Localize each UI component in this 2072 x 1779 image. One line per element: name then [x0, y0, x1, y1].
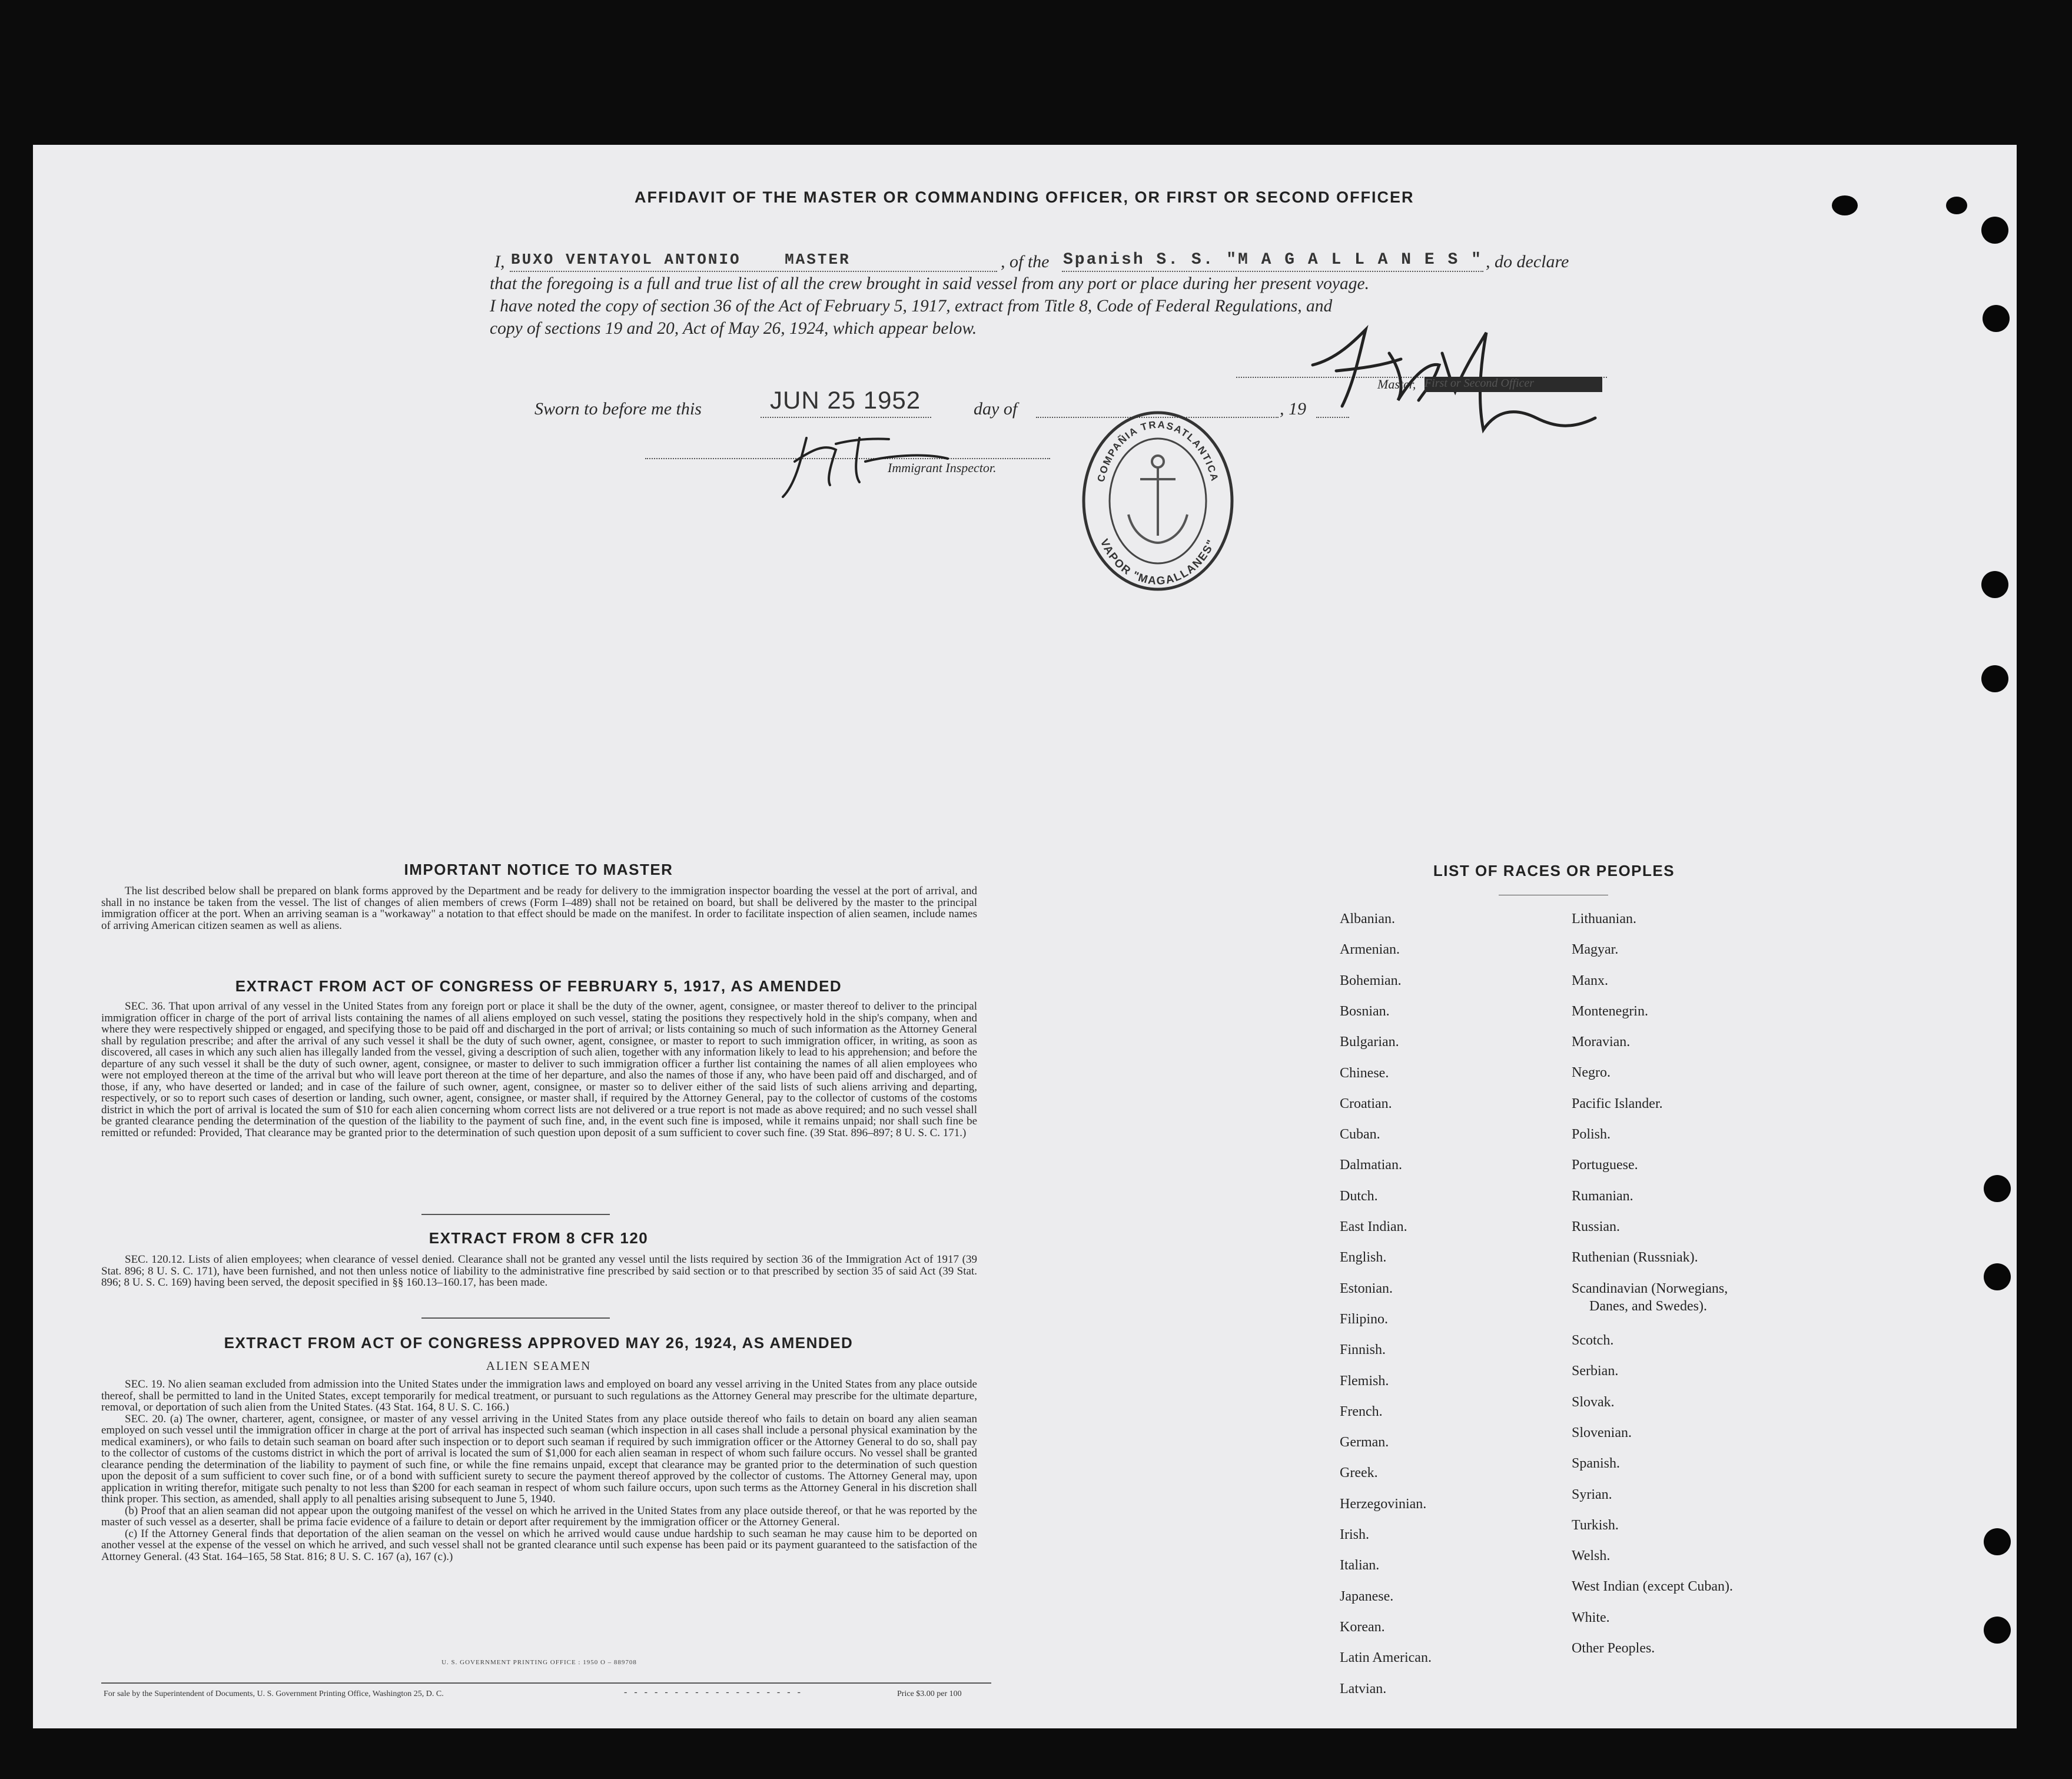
sec-19-text: SEC. 19. No alien seaman excluded from admission into the United States under the immigration laws and employed on board any vessel arriving in the United States from any place outside thereof, shall be permitted to land in the United States, except temporarily for medical treatment, or pursuant to such regulations as the Attorney General may prescribe for the ultimate departure, removal, or deportation of such alien from the United States. (43 Stat. 164, 8 U. S. C. 166.) — [101, 1378, 977, 1413]
day-of-label: day of — [974, 399, 1018, 419]
notice-title: IMPORTANT NOTICE TO MASTER — [404, 861, 673, 878]
race-item: Italian. — [1340, 1558, 1380, 1573]
declarant-line — [510, 271, 997, 272]
seal-top-text: COMPAÑIA TRASATLANTICA — [1095, 419, 1221, 483]
race-item: Syrian. — [1572, 1487, 1612, 1502]
cfr-title: EXTRACT FROM 8 CFR 120 — [429, 1229, 649, 1247]
race-item: East Indian. — [1340, 1219, 1407, 1234]
of-the-label: , of the — [1001, 252, 1050, 271]
footer-price: Price $3.00 per 100 — [897, 1690, 962, 1698]
race-item: Bohemian. — [1340, 973, 1402, 988]
race-item: Armenian. — [1340, 942, 1400, 957]
race-item: Montenegrin. — [1572, 1004, 1648, 1019]
binder-hole — [1981, 217, 2008, 244]
race-item: Slovenian. — [1572, 1425, 1632, 1441]
notice-body: The list described below shall be prepared on blank forms approved by the Department and be ready for delivery to the immigration inspector boarding the vessel at the port of arrival, and shall in no instance be taken from the vessel. The list of changes of alien members of crews (Form I–489) shall not be retained on board, but shall be delivered by the master to the principal immigration officer at the port. When an arriving seaman is a "workaway" a notation to that effect should be made on the manifest. In order to facilitate inspection of alien seamen, include names of arriving American citizen seamen as well as aliens. — [101, 885, 977, 932]
race-item: Magyar. — [1572, 942, 1619, 957]
race-item: Dutch. — [1340, 1189, 1378, 1204]
race-item: Flemish. — [1340, 1373, 1389, 1389]
race-item: French. — [1340, 1404, 1383, 1419]
sec-20b-text: (b) Proof that an alien seaman did not appear upon the outgoing manifest of the vessel on which he arrived in the United States from any place outside thereof, or that he was reported by the master of such vessel as a deserter, shall be prima facie evidence of a failure to detain or deport after requirement by the immigration officer or the Attorney General. — [101, 1504, 977, 1528]
extract-1917-body: SEC. 36. That upon arrival of any vessel in the United States from any foreign port or place it shall be the duty of the owner, agent, consignee, or master thereof to deliver to the principal immigration officer in charge of the port of arrival lists containing the names of all aliens employed on such vessel, stating the positions they respectively hold in the ship's company, when and where they were respectively shipped or engaged, and specifying those to be paid off and discharged in the port of arrival; or lists containing so much of such information as the Attorney General shall by regulation prescribe; and after the arrival of any such vessel it shall be the duty of such owner, agent, consignee, or master to report to such immigration officer, in writing, as soon as discovered, all cases in which any such alien has illegally landed from the vessel, giving a description of such alien, together with any information likely to lead to his apprehension; and before the departure of any such vessel it shall be the duty of such owner, agent, consignee, or master to deliver to such immigration officer a further list containing the names of all alien employees who were not employed thereon at the time of the arrival but who will leave port thereon at the time of her departure, and also the names of those if any, who have been paid off and discharged, and of those, if any, who have deserted or landed; and in case of the failure of such owner, agent, consignee, or master so to deliver either of the said lists of such aliens arriving and departing, respectively, or so to report such cases of desertion or landing, such owner, agent, consignee, or master shall, if required by the Attorney General, pay to the collector of customs of the costoms district in which the port of arrival is located the sum of $10 for each alien concerning whom correct lists are not delivered or a true report is not made as above required; and no such vessel shall be granted clearance pending the determination of the question of the liability to the payment of such fine, and, in the event such fine is imposed, while it remains unpaid; nor shall such fine be remitted or refunded: Provided, That clearance may be granted prior to the determination of such question upon deposit of a sum sufficient to cover such fine. (39 Stat. 896–897; 8 U. S. C. 171.) — [101, 1000, 977, 1139]
binder-hole — [1984, 1528, 2011, 1555]
race-item: Croatian. — [1340, 1096, 1392, 1111]
race-item: Danes, and Swedes). — [1589, 1299, 1707, 1314]
race-item: Scandinavian (Norwegians, — [1572, 1281, 1728, 1296]
race-item: Korean. — [1340, 1619, 1385, 1635]
affidavit-line-4: copy of sections 19 and 20, Act of May 26, 1924, which appear below. — [490, 319, 977, 338]
race-item: Scotch. — [1572, 1333, 1614, 1348]
affidavit-line-3: I have noted the copy of section 36 of the Act of February 5, 1917, extract from Title 8, Code of Federal Regulations, and — [490, 297, 1333, 316]
race-item: Lithuanian. — [1572, 911, 1636, 927]
race-item: Latvian. — [1340, 1681, 1387, 1697]
binder-hole — [1984, 1263, 2011, 1290]
binder-hole — [1984, 1175, 2011, 1202]
binder-hole — [1984, 1617, 2011, 1644]
race-item: Albanian. — [1340, 911, 1395, 927]
company-seal — [1078, 407, 1237, 595]
extract-1924-body — [101, 1379, 977, 1562]
race-item: Spanish. — [1572, 1456, 1621, 1471]
race-item: Filipino. — [1340, 1312, 1389, 1327]
race-item: English. — [1340, 1250, 1387, 1265]
race-item: Chinese. — [1340, 1066, 1389, 1081]
races-title: LIST OF RACES OR PEOPLES — [1433, 862, 1675, 879]
race-item: Rumanian. — [1572, 1189, 1633, 1204]
master-struck-text — [1424, 377, 1602, 392]
race-item: Bulgarian. — [1340, 1034, 1399, 1050]
race-item: Portuguese. — [1572, 1157, 1638, 1173]
declarant-prefix: I, — [494, 252, 505, 271]
cfr-body: SEC. 120.12. Lists of alien employees; when clearance of vessel denied. Clearance shall not be granted any vessel until the lists required by section 36 of the Immigration Act of 1917 (39 Stat. 896; 8 U. S. C. 171), have been furnished, and not then unless notice of liability to the administrative fine prescribed by said section or to that prescribed by section 35 of said Act (39 Stat. 896; 8 U. S. C. 169) having been served, the deposit specified in §§ 160.13–160.17, has been made. — [101, 1253, 977, 1289]
affidavit-line-2: that the foregoing is a full and true list of all the crew brought in said vessel from any port or place during her present voyage. — [490, 274, 1369, 293]
race-item: Serbian. — [1572, 1363, 1619, 1379]
binder-hole — [1946, 197, 1967, 214]
race-item: Pacific Islander. — [1572, 1096, 1663, 1111]
race-item: Latin American. — [1340, 1650, 1432, 1665]
sworn-date-line — [761, 417, 931, 418]
race-item: Japanese. — [1340, 1589, 1394, 1604]
race-item: Welsh. — [1572, 1548, 1611, 1564]
do-declare-label: , do declare — [1486, 252, 1569, 271]
race-item: Negro. — [1572, 1065, 1611, 1080]
race-item: Irish. — [1340, 1527, 1369, 1542]
binder-hole — [1981, 571, 2008, 598]
race-item: Greek. — [1340, 1465, 1378, 1481]
seal-bottom-text: VAPOR "MAGALLANES" — [1097, 537, 1218, 588]
race-item: White. — [1572, 1610, 1610, 1625]
footer-sale: For sale by the Superintendent of Documents, U. S. Government Printing Office, Washington 25, D. C. — [104, 1690, 444, 1698]
inspector-label: Immigrant Inspector. — [888, 460, 997, 475]
race-item: Finnish. — [1340, 1342, 1386, 1358]
section-divider — [421, 1317, 610, 1319]
race-item: Bosnian. — [1340, 1004, 1390, 1019]
master-label: Master, — [1377, 377, 1416, 391]
extract-1917-title: EXTRACT FROM ACT OF CONGRESS OF FEBRUARY 5, 1917, AS AMENDED — [235, 977, 842, 995]
race-item: Polish. — [1572, 1127, 1611, 1142]
extract-1924-subtitle: ALIEN SEAMEN — [486, 1359, 592, 1373]
affidavit-title: AFFIDAVIT OF THE MASTER OR COMMANDING OFFICER, OR FIRST OR SECOND OFFICER — [635, 188, 1414, 206]
extract-1924-title: EXTRACT FROM ACT OF CONGRESS APPROVED MAY 26, 1924, AS AMENDED — [224, 1334, 854, 1352]
year-line — [1316, 417, 1349, 418]
binder-hole — [1983, 305, 2010, 332]
race-item: Ruthenian (Russniak). — [1572, 1250, 1698, 1265]
race-item: German. — [1340, 1435, 1389, 1450]
date-stamp: JUN 25 1952 — [770, 386, 921, 414]
race-item: Moravian. — [1572, 1034, 1631, 1050]
race-item: Estonian. — [1340, 1281, 1393, 1296]
race-item: West Indian (except Cuban). — [1572, 1579, 1733, 1594]
race-item: Turkish. — [1572, 1518, 1619, 1533]
race-item: Manx. — [1572, 973, 1608, 988]
footer-rule — [101, 1682, 991, 1684]
binder-hole — [1832, 195, 1858, 215]
race-item: Dalmatian. — [1340, 1157, 1402, 1173]
master-struck-label: First or Second Officer — [1424, 377, 1535, 390]
sec-20c-text: (c) If the Attorney General finds that deportation of the alien seaman on the vessel on which he arrived would cause undue hardship to such seaman he may cause him to be deported on another vessel at the expense of the vessel on which he arrived, and such vessel shall not be granted clearance until such expense has been paid or its payment guaranteed to the satisfaction of the Attorney General. (43 Stat. 164–165, 58 Stat. 816; 8 U. S. C. 167 (a), 167 (c).) — [101, 1527, 977, 1563]
vessel-name: Spanish S. S. "M A G A L L A N E S " — [1063, 251, 1483, 269]
sec-20a-text: SEC. 20. (a) The owner, charterer, agent, consignee, or master of any vessel arriving in the United States from any place outside thereof who fails to detain on board any alien seaman employed on such vessel until the immigration officer in charge at the port of arrival has inspected such seaman (which inspection in all cases shall include a personal physical examination by the medical examiners), or who fails to detain such seaman on board after such inspection or to deport such seaman if required by such immigration officer or the Attorney General to do so, shall pay to the collector of customs of the customs district in which the port of arrival is located the sum of $1,000 for each alien seaman in respect of whom such failure occurs. No vessel shall be granted clearance pending the determination of the liability to payment of such fine, or while the fine remains unpaid, except that clearance may be granted prior to the determination of such question upon the deposit of a sum sufficient to cover such fine, or of a bond with sufficient surety to secure the payment thereof approved by the collector of customs. The Attorney General may, upon application in writing therefor, mitigate such penalty to not less than $200 for each seaman in respect of whom such failure occurs, upon such terms as the Attorney General in his discretion shall think proper. This section, as amended, shall apply to all penalties arising subsequent to June 5, 1940. — [101, 1412, 977, 1505]
race-item: Russian. — [1572, 1219, 1621, 1234]
footer-dashes: - - - - - - - - - - - - - - - - - - — [624, 1687, 803, 1697]
vessel-line — [1062, 271, 1483, 272]
race-item: Other Peoples. — [1572, 1641, 1655, 1656]
sworn-label: Sworn to before me this — [534, 399, 702, 419]
gpo-imprint: U. S. GOVERNMENT PRINTING OFFICE : 1950 O – 889708 — [441, 1659, 637, 1666]
race-item: Herzegovinian. — [1340, 1496, 1427, 1512]
section-divider — [421, 1214, 610, 1215]
race-item: Slovak. — [1572, 1395, 1615, 1410]
binder-hole — [1981, 665, 2008, 692]
year-label: , 19 — [1280, 399, 1306, 419]
race-item: Cuban. — [1340, 1127, 1380, 1142]
declarant-name: BUXO VENTAYOL ANTONIO MASTER — [511, 251, 851, 268]
